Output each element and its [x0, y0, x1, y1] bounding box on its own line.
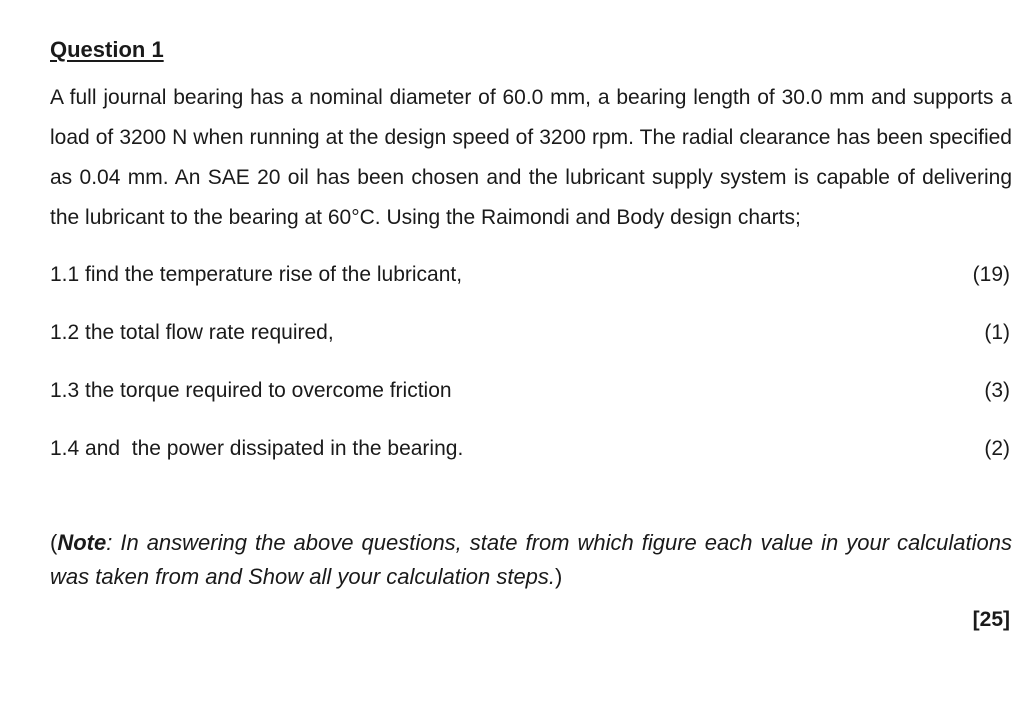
- note-block: [50, 526, 1012, 594]
- sub-question-marks: (3): [984, 379, 1010, 402]
- sub-question-1-4: [50, 434, 1012, 492]
- sub-question-marks: (1): [984, 321, 1010, 344]
- sub-question-text: 1.3 the torque required to overcome friction: [50, 379, 452, 402]
- sub-question-marks: (19): [972, 263, 1010, 286]
- sub-question-1-1: [50, 260, 1012, 318]
- sub-question-1-2: [50, 318, 1012, 376]
- note-text: : In answering the above questions, state from which figure each value in your calculations was taken from and Show all your calculation steps.: [50, 530, 1012, 589]
- note-close-paren: ): [555, 564, 563, 589]
- sub-question-1-3: [50, 376, 1012, 434]
- sub-question-text: 1.4 and the power dissipated in the bearing.: [50, 437, 464, 460]
- sub-question-text: 1.1 find the temperature rise of the lubricant,: [50, 263, 463, 286]
- total-marks: [25]: [972, 608, 1010, 631]
- sub-question-marks: (2): [984, 437, 1010, 460]
- question-paragraph: A full journal bearing has a nominal diameter of 60.0 mm, a bearing length of 30.0 mm and supports a load of 3200 N when running at the design speed of 3200 rpm. The radial clearance has been specified as 0.04 mm. An SAE 20 oil has been chosen and the lubricant supply system is capable of delivering the lubricant to the bearing at 60°C. Using the Raimondi and Body design charts;: [50, 86, 1012, 229]
- note-label: Note: [57, 530, 107, 555]
- sub-question-text: 1.2 the total flow rate required,: [50, 321, 334, 344]
- question-title: Question 1: [50, 37, 164, 62]
- question-document: [50, 30, 1012, 632]
- sub-question-list: [50, 260, 1012, 492]
- note-open-paren: (: [50, 530, 58, 555]
